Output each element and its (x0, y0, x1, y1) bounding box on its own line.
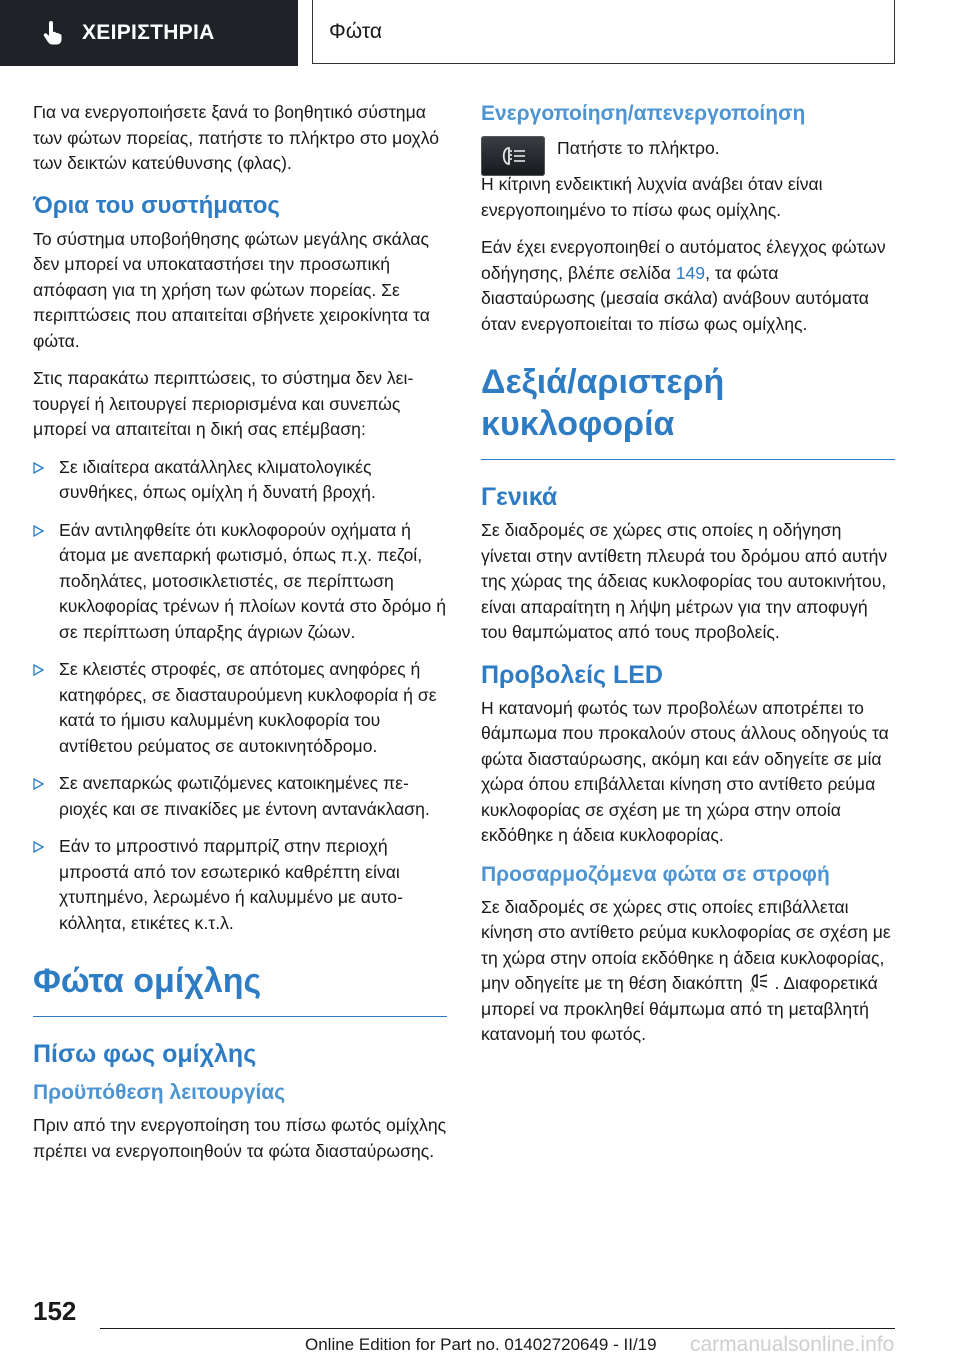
prerequisite-paragraph: Πριν από την ενεργοποίηση του πίσω φωτός ομίχλης πρέπει να ενεργοποιηθούν τα φώτα διασταύρωσης. (33, 1115, 447, 1161)
rear-fog-heading: Πίσω φως ομίχλης (33, 1040, 257, 1068)
adaptive-text-after: . Διαφορετικά μπορεί να προκληθεί θάμπωμα από τη μεταβλητή κατανομή του φωτός. (481, 973, 878, 1044)
list-item (33, 771, 447, 822)
limits-paragraph-1: Το σύστημα υποβοήθησης φώτων μεγάλης σκάλας δεν μπορεί να υποκαταστήσει την προσωπική απόφαση για τη χρήση των φώτων πορείας. Σε περιπτώσεις που απαιτείται σβήνετε χειροκίνητα τα φώτα. (33, 228, 430, 351)
general-heading: Γενικά (481, 483, 558, 511)
press-button-text: Πατήστε το πλήκτρο. (557, 138, 720, 158)
triangle-bullet-icon (33, 778, 44, 790)
list-item-text: Εάν αντιληφθείτε ότι κυκλοφορούν οχήματα ή άτομα με ανεπαρκή φωτισμό, όπως π.χ. πεζοί, ποδηλάτες, μοτοσικλετιστές, σε περίπτωση κυκλοφορίας τρένων ή πλοίων κοντά στο δρόμο ή σε περίπτωση ύπαρξης άγριων ζώων. (59, 519, 446, 642)
list-item-text: Σε ανεπαρκώς φωτιζόμενες κατοικημένες περιοχές και σε πινακίδες με έντονη αντανάκλαση. (59, 773, 430, 819)
adaptive-text-before: Σε διαδρομές σε χώρες στις οποίες επιβάλλεται κίνηση στο αντίθετο ρεύμα κυκλοφορίας σε σχέση με τη χώρα στην οποία εκδόθηκε η άδεια κυκλοφορίας, μην οδηγείτε με τη θέση διακόπτη (481, 896, 891, 993)
automatic-headlight-icon (748, 972, 770, 992)
indicator-paragraph: Η κίτρινη ενδεικτική λυχνία ανάβει όταν είναι ενεργοποιημένο το πίσω φως ομίχλης. (481, 174, 823, 220)
rear-fog-light-icon (498, 145, 528, 167)
auto-text-after: , τα φώτα διασταύρωσης (μεσαία σκάλα) ανάβουν αυτόματα όταν ενεργοποιείται το πίσω φως ομίχλης. (481, 262, 869, 334)
limits-list (33, 455, 447, 937)
traffic-side-title: Δεξιά/αριστερή κυκλοφορία (481, 361, 895, 460)
list-item (33, 834, 447, 936)
auto-control-paragraph (481, 235, 895, 337)
triangle-bullet-icon (33, 525, 44, 537)
chapter-header (312, 0, 895, 64)
triangle-bullet-icon (33, 841, 44, 853)
hand-pointer-icon (40, 20, 66, 46)
general-paragraph: Σε διαδρομές σε χώρες στις οποίες η οδήγηση γίνεται στην αντίθετη πλευρά του δρόμου από αυτήν της χώρας της άδειας κυκλοφορίας του αυτοκινήτου, είναι απαραίτητη η λήψη μέτρων για την αποφυγή του θαμπώματος από τους προβολείς. (481, 520, 888, 642)
adaptive-heading: Προσαρμοζόμενα φώτα σε στροφή (481, 862, 830, 886)
chapter-title: Φώτα (329, 19, 382, 43)
page-reference-link[interactable]: 149 (675, 262, 706, 283)
auto-text-before: Εάν έχει ενεργοποιηθεί ο αυτόματος έλεγχος φώτων οδήγησης, βλέπε σελίδα (481, 237, 886, 283)
list-item-text: Σε ιδιαίτερα ακατάλληλες κλιματολογικές συνθήκες, όπως ομίχλη ή δυνατή βροχή. (59, 456, 376, 502)
rear-fog-button-image (481, 136, 545, 176)
footer-divider (100, 1328, 895, 1329)
limits-heading: Όρια του συστήματος (33, 191, 280, 219)
intro-paragraph: Για να ενεργοποιήσετε ξανά το βοηθητικό σύστημα των φώτων πορείας, πατήστε το πλήκτρο στο μοχλό των δεικτών κατεύθυνσης (φλας). (33, 102, 440, 173)
section-tab (0, 0, 298, 66)
watermark: carmanualsonline.info (690, 1333, 895, 1356)
edition-text: Online Edition for Part no. 01402720649 - II/19 (305, 1335, 657, 1354)
list-item-text: Εάν το μπροστινό παρμπρίζ στην περιοχή μπροστά από τον εσωτερικό καθρέπτη είναι χτυπημένο, λερωμένο ή καλυμμένο με αυτοκόλλητα, ετικέτες κ.τ.λ. (59, 836, 403, 933)
svg-text:A: A (749, 988, 754, 992)
list-item (33, 657, 447, 759)
page-number: 152 (33, 1296, 77, 1326)
adaptive-paragraph (481, 895, 895, 1048)
list-item-text: Σε κλειστές στροφές, σε απότομες ανηφόρες ή κατηφόρες, σε διασταυρούμενη κυκλοφορία ή σε κατά το ήμισυ καλυμμένη κυκλοφορία του αντίθετου ρεύματος σε αυτοκινητόδρομο. (59, 659, 437, 756)
on-off-heading: Ενεργοποίηση/απενεργοποίηση (481, 102, 806, 125)
led-heading: Προβολείς LED (481, 660, 663, 689)
triangle-bullet-icon (33, 462, 44, 474)
triangle-bullet-icon (33, 664, 44, 676)
limits-paragraph-2: Στις παρακάτω περιπτώσεις, το σύστημα δεν λειτουργεί ή λειτουργεί περιορισμένα και συνεπώς μπορεί να απαιτείται η δική σας επέμβαση: (33, 368, 414, 439)
fog-lights-title: Φώτα ομίχλης (33, 960, 447, 1017)
led-paragraph: Η κατανομή φωτός των προβολέων αποτρέπει το θάμπωμα που προκαλούν στους άλλους οδηγούς τα φώτα διασταύρωσης, ακόμη και εάν οδηγείτε σε μία χώρα όπου επιβάλλεται κίνηση στο αντίθετο ρεύμα κυκλοφορίας σε σχέση με τη χώρα στην οποία εκδόθηκε η άδεια κυκλοφορίας. (481, 697, 889, 845)
list-item (33, 518, 447, 646)
right-column (481, 100, 895, 1060)
section-label: ΧΕΙΡΙΣΤΗΡΙΑ (82, 21, 215, 44)
button-instruction (481, 134, 895, 176)
left-column (33, 100, 447, 1176)
prerequisite-heading: Προϋπόθεση λειτουργίας (33, 1081, 286, 1104)
list-item (33, 455, 447, 506)
